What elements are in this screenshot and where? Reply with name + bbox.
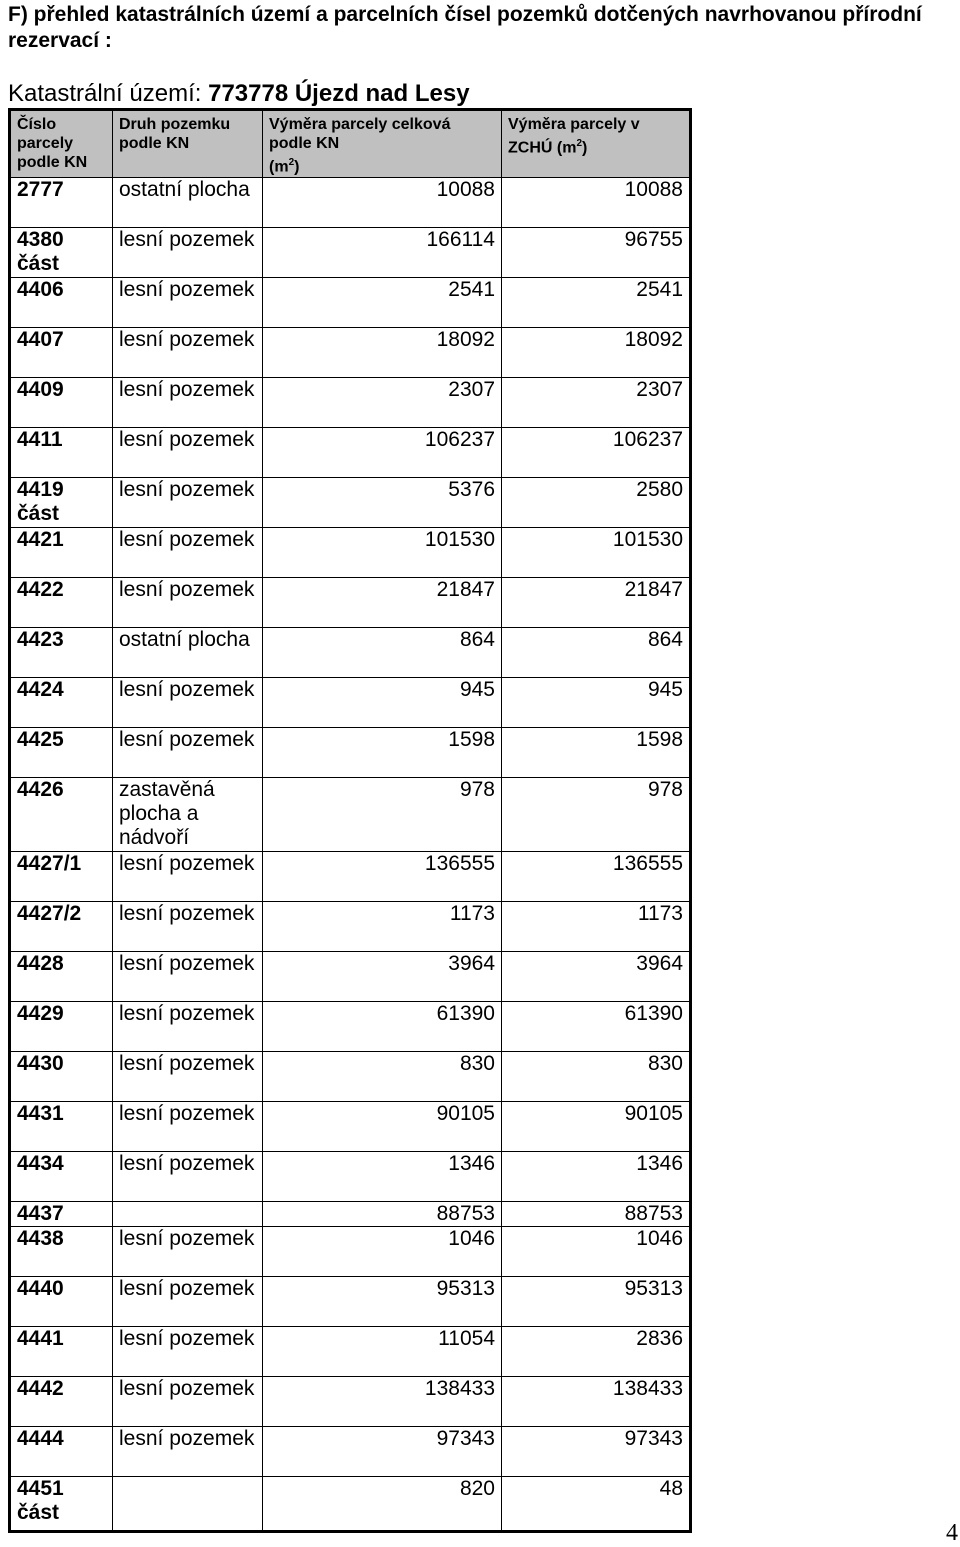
table-row	[10, 1277, 691, 1327]
table-row	[10, 278, 691, 328]
section-heading: F) přehled katastrálních území a parcelních čísel pozemků dotčených navrhovanou přírodní rezervací :	[8, 3, 922, 52]
cell-zchu-area: 830	[502, 1052, 691, 1102]
cell-zchu-area: 10088	[502, 178, 691, 228]
cell-land-type: lesní pozemek	[113, 1052, 263, 1102]
cell-parcel-no: 4424	[10, 678, 113, 728]
cell-zchu-area: 138433	[502, 1377, 691, 1427]
cell-total-area: 10088	[263, 178, 502, 228]
cell-land-type: lesní pozemek	[113, 428, 263, 478]
cell-land-type: ostatní plocha	[113, 178, 263, 228]
cell-total-area: 61390	[263, 1002, 502, 1052]
cell-parcel-no: 4444	[10, 1427, 113, 1477]
cell-zchu-area: 2836	[502, 1327, 691, 1377]
cell-total-area: 101530	[263, 528, 502, 578]
cell-total-area: 1346	[263, 1152, 502, 1202]
table-row	[10, 1377, 691, 1427]
cell-total-area: 820	[263, 1477, 502, 1532]
cell-land-type	[113, 1202, 263, 1227]
cell-total-area: 11054	[263, 1327, 502, 1377]
cell-parcel-no: 4426	[10, 778, 113, 852]
cell-parcel-no: 4409	[10, 378, 113, 428]
table-header-row	[10, 110, 691, 178]
table-row	[10, 628, 691, 678]
cell-land-type: lesní pozemek	[113, 478, 263, 528]
cell-parcel-no: 4411	[10, 428, 113, 478]
cell-land-type	[113, 1477, 263, 1532]
cell-zchu-area: 978	[502, 778, 691, 852]
cell-land-type: lesní pozemek	[113, 328, 263, 378]
header-total-area-unit-sup: 2	[288, 157, 295, 168]
cell-zchu-area: 1346	[502, 1152, 691, 1202]
cadastral-area-value: 773778 Újezd nad Lesy	[208, 80, 470, 107]
cell-land-type: lesní pozemek	[113, 1427, 263, 1477]
cell-land-type: zastavěná plocha a nádvoří	[113, 778, 263, 852]
cell-parcel-no: 4438	[10, 1227, 113, 1277]
cell-land-type: lesní pozemek	[113, 228, 263, 278]
cell-zchu-area: 1173	[502, 902, 691, 952]
cell-parcel-no: 4421	[10, 528, 113, 578]
table-row	[10, 1002, 691, 1052]
cell-land-type: lesní pozemek	[113, 1227, 263, 1277]
cell-total-area: 106237	[263, 428, 502, 478]
table-row	[10, 578, 691, 628]
cell-parcel-no: 4434	[10, 1152, 113, 1202]
cell-total-area: 1598	[263, 728, 502, 778]
header-zchu-area-close: )	[582, 139, 588, 157]
cell-parcel-no: 4425	[10, 728, 113, 778]
header-total-area	[263, 110, 502, 178]
cell-parcel-no: 4419 část	[10, 478, 113, 528]
cell-land-type: lesní pozemek	[113, 1152, 263, 1202]
cell-total-area: 1173	[263, 902, 502, 952]
cell-land-type: lesní pozemek	[113, 1277, 263, 1327]
page-number: 4	[946, 1520, 958, 1546]
cell-zchu-area: 48	[502, 1477, 691, 1532]
cell-land-type: lesní pozemek	[113, 1377, 263, 1427]
cell-total-area: 18092	[263, 328, 502, 378]
cell-total-area: 1046	[263, 1227, 502, 1277]
table-row	[10, 478, 691, 528]
cell-zchu-area: 1046	[502, 1227, 691, 1277]
cadastral-area-label: Katastrální území:	[8, 80, 202, 107]
cell-zchu-area: 864	[502, 628, 691, 678]
table-row	[10, 1052, 691, 1102]
table-row	[10, 1227, 691, 1277]
cell-parcel-no: 4437	[10, 1202, 113, 1227]
cell-zchu-area: 945	[502, 678, 691, 728]
cell-land-type: lesní pozemek	[113, 678, 263, 728]
table-row	[10, 1477, 691, 1532]
cell-total-area: 21847	[263, 578, 502, 628]
header-zchu-area-sup: 2	[576, 138, 582, 149]
cell-land-type: lesní pozemek	[113, 1002, 263, 1052]
table-row	[10, 528, 691, 578]
cell-land-type: lesní pozemek	[113, 1327, 263, 1377]
cadastral-area-line	[8, 80, 470, 108]
table-row	[10, 678, 691, 728]
cell-total-area: 97343	[263, 1427, 502, 1477]
cell-zchu-area: 90105	[502, 1102, 691, 1152]
cell-land-type: lesní pozemek	[113, 1102, 263, 1152]
header-zchu-area	[502, 110, 691, 178]
cell-parcel-no: 4430	[10, 1052, 113, 1102]
table-row	[10, 902, 691, 952]
cell-total-area: 864	[263, 628, 502, 678]
cell-zchu-area: 61390	[502, 1002, 691, 1052]
cell-zchu-area: 136555	[502, 852, 691, 902]
cell-total-area: 88753	[263, 1202, 502, 1227]
header-total-area-unit-close: )	[294, 158, 300, 176]
cell-land-type: lesní pozemek	[113, 528, 263, 578]
cell-zchu-area: 96755	[502, 228, 691, 278]
cell-zchu-area: 2580	[502, 478, 691, 528]
cell-total-area: 166114	[263, 228, 502, 278]
cell-zchu-area: 95313	[502, 1277, 691, 1327]
cell-land-type: lesní pozemek	[113, 378, 263, 428]
cell-parcel-no: 4428	[10, 952, 113, 1002]
cell-parcel-no: 2777	[10, 178, 113, 228]
cell-zchu-area: 106237	[502, 428, 691, 478]
cell-parcel-no: 4451 část	[10, 1477, 113, 1532]
cell-zchu-area: 1598	[502, 728, 691, 778]
cell-total-area: 90105	[263, 1102, 502, 1152]
cell-zchu-area: 101530	[502, 528, 691, 578]
cell-total-area: 978	[263, 778, 502, 852]
table-row	[10, 852, 691, 902]
cell-parcel-no: 4427/1	[10, 852, 113, 902]
cell-total-area: 5376	[263, 478, 502, 528]
table-row	[10, 1102, 691, 1152]
cell-zchu-area: 2541	[502, 278, 691, 328]
cell-parcel-no: 4407	[10, 328, 113, 378]
table-row	[10, 952, 691, 1002]
table-row	[10, 1152, 691, 1202]
cell-total-area: 945	[263, 678, 502, 728]
header-zchu-area-text: Výměra parcely v ZCHÚ (m	[508, 116, 640, 157]
cell-zchu-area: 21847	[502, 578, 691, 628]
table-row	[10, 228, 691, 278]
table-row	[10, 428, 691, 478]
parcels-table	[8, 108, 692, 1533]
cell-parcel-no: 4441	[10, 1327, 113, 1377]
cell-zchu-area: 2307	[502, 378, 691, 428]
table-row	[10, 378, 691, 428]
table-row	[10, 178, 691, 228]
cell-parcel-no: 4442	[10, 1377, 113, 1427]
cell-parcel-no: 4406	[10, 278, 113, 328]
table-row	[10, 328, 691, 378]
cell-zchu-area: 18092	[502, 328, 691, 378]
cell-zchu-area: 88753	[502, 1202, 691, 1227]
table-row	[10, 1427, 691, 1477]
cell-total-area: 136555	[263, 852, 502, 902]
cell-total-area: 830	[263, 1052, 502, 1102]
cell-parcel-no: 4423	[10, 628, 113, 678]
table-row	[10, 1327, 691, 1377]
cell-total-area: 2541	[263, 278, 502, 328]
cell-parcel-no: 4427/2	[10, 902, 113, 952]
cell-zchu-area: 3964	[502, 952, 691, 1002]
cell-land-type: lesní pozemek	[113, 578, 263, 628]
header-parcel-no: Číslo parcely podle KN	[10, 110, 113, 178]
cell-land-type: ostatní plocha	[113, 628, 263, 678]
cell-parcel-no: 4422	[10, 578, 113, 628]
header-total-area-text: Výměra parcely celková podle KN	[269, 116, 451, 152]
cell-parcel-no: 4431	[10, 1102, 113, 1152]
cell-land-type: lesní pozemek	[113, 952, 263, 1002]
cell-zchu-area: 97343	[502, 1427, 691, 1477]
cell-land-type: lesní pozemek	[113, 902, 263, 952]
cell-parcel-no: 4380 část	[10, 228, 113, 278]
cell-parcel-no: 4429	[10, 1002, 113, 1052]
cell-total-area: 2307	[263, 378, 502, 428]
table-row	[10, 778, 691, 852]
table-row	[10, 1202, 691, 1227]
table-row	[10, 728, 691, 778]
cell-total-area: 95313	[263, 1277, 502, 1327]
header-land-type: Druh pozemku podle KN	[113, 110, 263, 178]
cell-land-type: lesní pozemek	[113, 852, 263, 902]
cell-total-area: 3964	[263, 952, 502, 1002]
header-total-area-unit-open: (m	[269, 158, 289, 176]
cell-land-type: lesní pozemek	[113, 278, 263, 328]
cell-land-type: lesní pozemek	[113, 728, 263, 778]
cell-parcel-no: 4440	[10, 1277, 113, 1327]
cell-total-area: 138433	[263, 1377, 502, 1427]
